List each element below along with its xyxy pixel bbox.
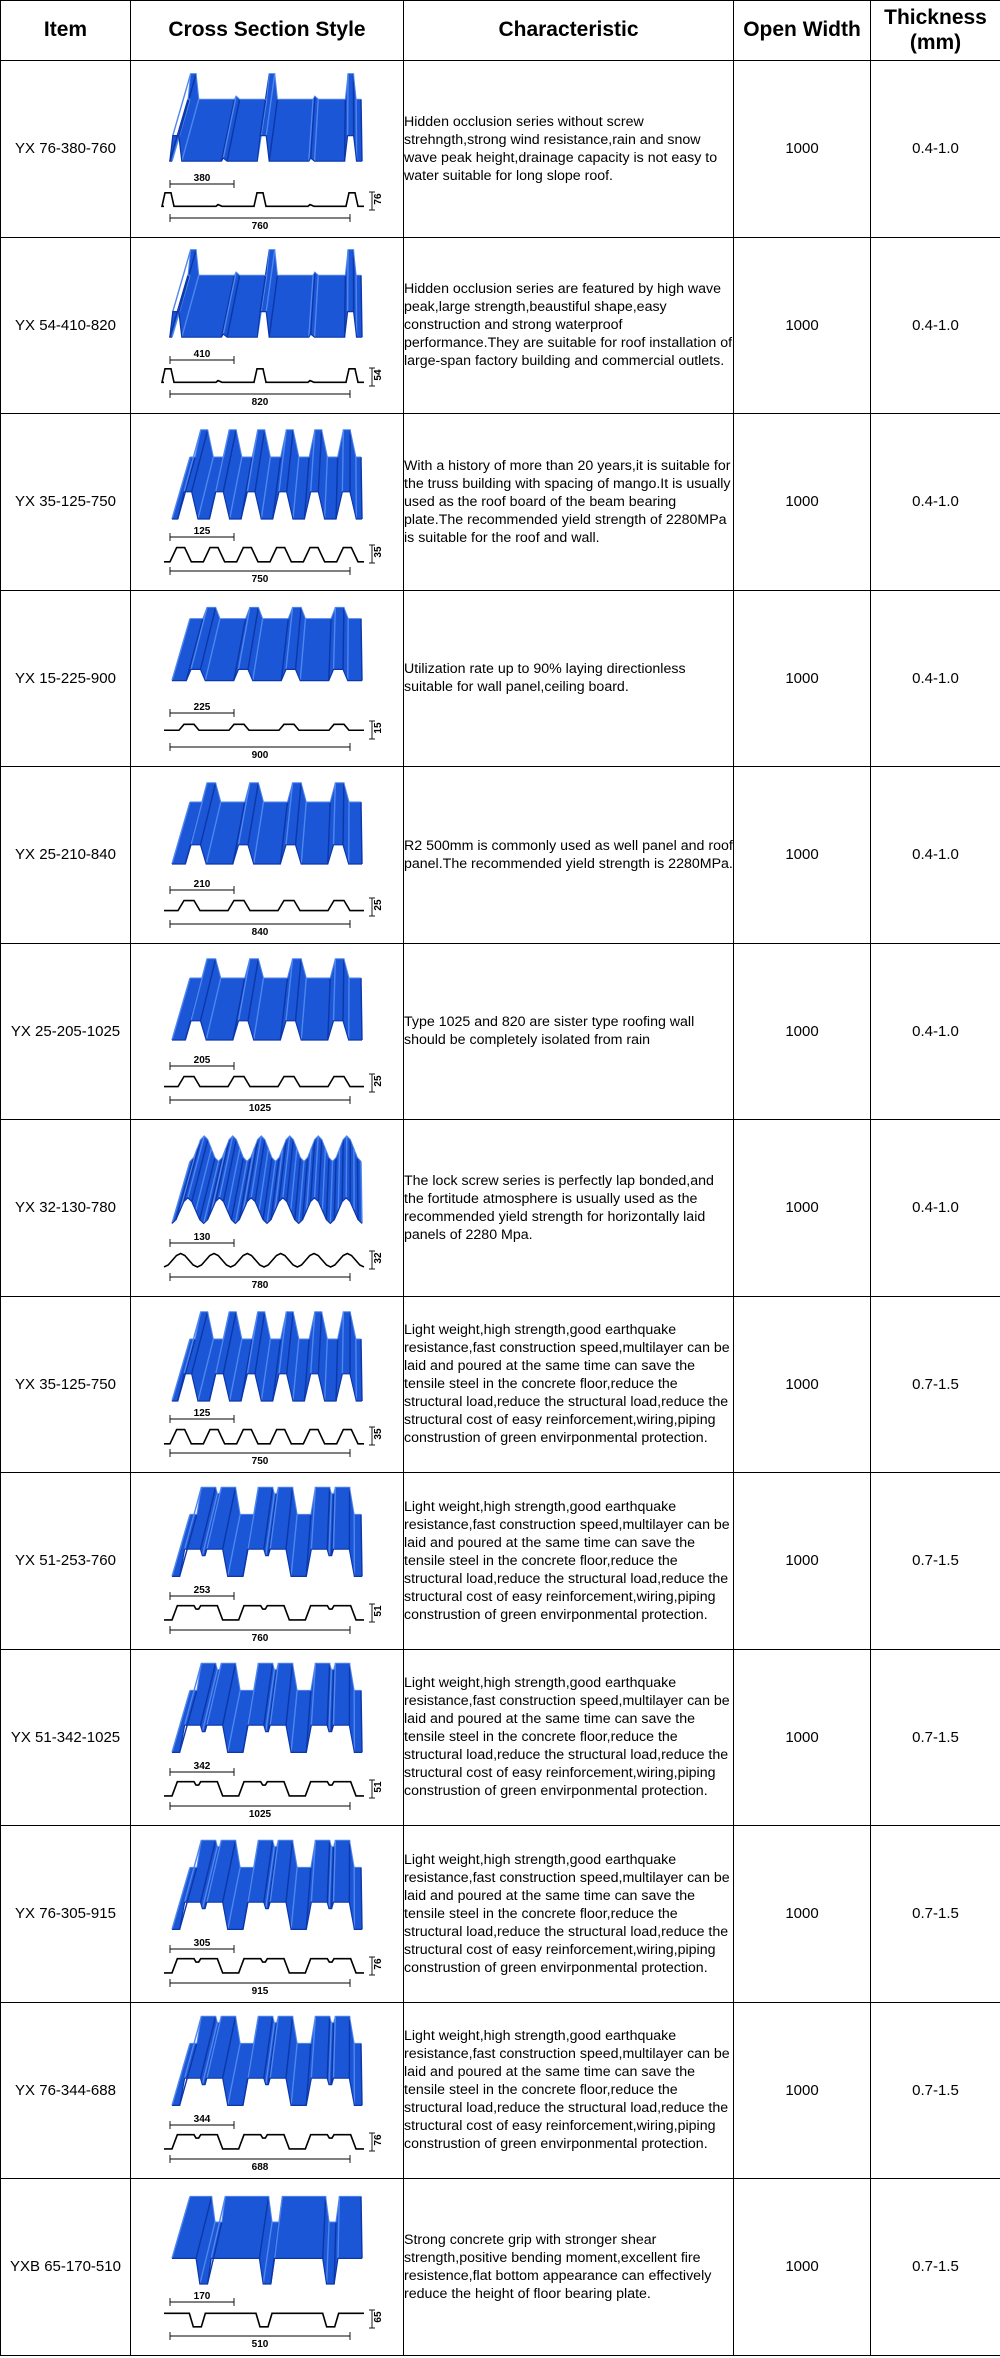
width-dimension-label: 900 [251,750,269,762]
pitch-dimension-label: 130 [193,1231,211,1243]
pitch-dimension-label: 305 [193,1937,211,1949]
characteristic-text: Hidden occlusion series are featured by high wave peak,large strength,beaustiful shape,easy construction and strong waterproof performance.They are suitable for roof installation of large-span factory building and commercial outlets. [404,237,734,414]
cross-section-drawing [142,770,392,940]
characteristic-text: With a history of more than 20 years,it is suitable for the truss building with spacing of mango.It is usually used as the roof board of the beam bearing plate.The recommended yield strength of 2280MPa is suitable for the roof and wall. [404,414,734,591]
open-width-value: 1000 [734,2002,871,2179]
thickness-value: 0.7-1.5 [871,1649,1000,1826]
open-width-value: 1000 [734,2179,871,2356]
characteristic-text: Light weight,high strength,good earthquake resistance,fast construction speed,multilayer can be laid and poured at the same time can save the tensile steel in the concrete floor,reduce the structural load,reduce the structural load,reduce the structural cost of easy reinforcement,wiring,piping construstion of green envirponmental protection. [404,1649,734,1826]
width-dimension-label: 820 [251,397,269,409]
cross-section-image [131,1649,404,1826]
panel-ridge-line [361,1514,362,1576]
item-code: YX 51-253-760 [1,1473,131,1650]
pitch-dimension-label: 125 [193,1408,211,1420]
panel-ridge-line [361,1161,362,1223]
item-code: YX 25-210-840 [1,767,131,944]
thickness-value: 0.4-1.0 [871,414,1000,591]
width-dimension-label: 915 [251,1985,269,1997]
height-dimension-label: 35 [373,546,384,558]
table-row [1,61,1000,238]
width-dimension-label: 840 [251,926,269,938]
thickness-value: 0.7-1.5 [871,2002,1000,2179]
table-row [1,943,1000,1120]
panel-ridge-line [361,1339,362,1401]
panel-ridge-line [361,2044,362,2106]
open-width-value: 1000 [734,590,871,767]
thickness-value: 0.4-1.0 [871,1120,1000,1297]
cross-section-image [131,414,404,591]
characteristic-text: Type 1025 and 820 are sister type roofing wall should be completely isolated from rain [404,943,734,1120]
open-width-value: 1000 [734,61,871,238]
header-open-width: Open Width [734,1,871,61]
panel-ridge-line [361,99,362,161]
panel-back-edge [190,430,361,457]
width-dimension-label: 1025 [248,1809,272,1821]
pitch-dimension-label: 344 [193,2114,211,2126]
table-row [1,414,1000,591]
cross-section-drawing [142,2182,392,2352]
thickness-value: 0.4-1.0 [871,590,1000,767]
panel-back-edge [190,1312,361,1339]
cross-section-image [131,2002,404,2179]
characteristic-text: Strong concrete grip with stronger shear strength,positive bending moment,excellent fire resistence,flat bottom appearance can effectively reduce the height of floor bearing plate. [404,2179,734,2356]
section-profile [162,193,364,206]
open-width-value: 1000 [734,1826,871,2003]
height-dimension-label: 76 [373,1958,384,1970]
panel-body [170,250,362,338]
characteristic-text: Light weight,high strength,good earthquake resistance,fast construction speed,multilayer can be laid and poured at the same time can save the tensile steel in the concrete floor,reduce the structural load,reduce the structural load,reduce the structural cost of easy reinforcement,wiring,piping construstion of green envirponmental protection. [404,1473,734,1650]
height-dimension-label: 32 [373,1252,384,1264]
item-code: YX 76-305-915 [1,1826,131,2003]
table-row [1,1120,1000,1297]
section-profile [164,1605,364,1619]
table-header-row [1,1,1000,61]
cross-section-image [131,237,404,414]
width-dimension-label: 1025 [248,1103,272,1115]
pitch-dimension-label: 410 [193,349,211,361]
cross-section-drawing [142,1652,392,1822]
item-code: YX 25-205-1025 [1,943,131,1120]
cross-section-drawing [142,946,392,1116]
characteristic-text: Light weight,high strength,good earthquake resistance,fast construction speed,multilayer can be laid and poured at the same time can save the tensile steel in the concrete floor,reduce the structural load,reduce the structural load,reduce the structural cost of easy reinforcement,wiring,piping construstion of green envirponmental protection. [404,1826,734,2003]
characteristic-text: R2 500mm is commonly used as well panel and roof panel.The recommended yield strength is 2280MPa. [404,767,734,944]
characteristic-text: Light weight,high strength,good earthquake resistance,fast construction speed,multilayer can be laid and poured at the same time can save the tensile steel in the concrete floor,reduce the structural load,reduce the structural load,reduce the structural cost of easy reinforcement,wiring,piping construstion of green envirponmental protection. [404,1296,734,1473]
header-cross-section: Cross Section Style [131,1,404,61]
item-code: YX 32-130-780 [1,1120,131,1297]
panel-ridge-line [343,783,344,845]
cross-section-drawing [142,2005,392,2175]
thickness-value: 0.7-1.5 [871,1296,1000,1473]
height-dimension-label: 15 [373,722,384,734]
section-profile [164,725,364,731]
thickness-value: 0.7-1.5 [871,1826,1000,2003]
table-row [1,2179,1000,2356]
section-profile [164,1253,364,1266]
cross-section-image [131,767,404,944]
cross-section-image [131,590,404,767]
table-row [1,767,1000,944]
pitch-dimension-label: 253 [193,1584,211,1596]
panel-ridge-line [361,802,362,864]
item-code: YX 54-410-820 [1,237,131,414]
height-dimension-label: 25 [373,1075,384,1087]
open-width-value: 1000 [734,414,871,591]
width-dimension-label: 510 [251,2338,269,2350]
width-dimension-label: 750 [251,1456,269,1468]
panel-ridge-line [342,430,343,492]
open-width-value: 1000 [734,1120,871,1297]
header-thickness [871,1,1000,61]
characteristic-text: Utilization rate up to 90% laying directionless suitable for wall panel,ceiling board. [404,590,734,767]
cross-section-image [131,1120,404,1297]
table-row [1,590,1000,767]
cross-section-image [131,1296,404,1473]
cross-section-image [131,1473,404,1650]
section-profile [162,369,364,382]
thickness-value: 0.4-1.0 [871,943,1000,1120]
cross-section-image [131,943,404,1120]
height-dimension-label: 35 [373,1428,384,1440]
section-profile [164,2135,364,2149]
height-dimension-label: 76 [373,193,384,205]
table-row [1,2002,1000,2179]
header-thickness-label: Thickness (mm) [884,6,987,54]
panel-ridge-line [361,457,362,519]
panel-ridge-line [343,959,344,1021]
thickness-value: 0.7-1.5 [871,1473,1000,1650]
panel-ridge-line [357,1157,358,1219]
panel-ridge-line [342,1139,343,1201]
cross-section-drawing [142,64,392,234]
panel-ridge-line [361,1691,362,1753]
height-dimension-label: 54 [373,369,384,381]
width-dimension-label: 750 [251,573,269,585]
characteristic-text: The lock screw series is perfectly lap bonded,and the fortitude atmosphere is usually used as the recommended yield strength for horizontally laid panels of 2280 Mpa. [404,1120,734,1297]
section-profile [164,1077,364,1087]
thickness-value: 0.4-1.0 [871,61,1000,238]
pitch-dimension-label: 125 [193,525,211,537]
pitch-dimension-label: 380 [193,172,211,184]
panel-ridge-line [346,1136,347,1198]
cross-section-drawing [142,240,392,410]
section-profile [164,547,364,561]
section-profile [164,900,364,910]
panel-ridge-line [361,619,362,681]
characteristic-text: Light weight,high strength,good earthquake resistance,fast construction speed,multilayer can be laid and poured at the same time can save the tensile steel in the concrete floor,reduce the structural load,reduce the structural load,reduce the structural cost of easy reinforcement,wiring,piping construstion of green envirponmental protection. [404,2002,734,2179]
panel-body [170,73,362,161]
panel-back-edge [190,1136,361,1162]
open-width-value: 1000 [734,1649,871,1826]
panel-ridge-line [361,275,362,337]
cross-section-drawing [142,1829,392,1999]
cross-section-drawing [142,1299,392,1469]
height-dimension-label: 65 [373,2311,384,2323]
thickness-value: 0.4-1.0 [871,237,1000,414]
item-code: YX 51-342-1025 [1,1649,131,1826]
width-dimension-label: 760 [251,220,269,232]
table-row [1,1473,1000,1650]
section-profile [164,2313,364,2326]
section-profile [164,1958,364,1972]
open-width-value: 1000 [734,943,871,1120]
width-dimension-label: 688 [251,2162,269,2174]
pitch-dimension-label: 210 [193,878,211,890]
height-dimension-label: 25 [373,899,384,911]
header-characteristic: Characteristic [404,1,734,61]
item-code: YXB 65-170-510 [1,2179,131,2356]
table-row [1,1826,1000,2003]
panel-back-edge [190,2196,361,2222]
panel-ridge-line [361,1867,362,1929]
height-dimension-label: 51 [373,1781,384,1793]
cross-section-image [131,61,404,238]
thickness-value: 0.7-1.5 [871,2179,1000,2356]
section-profile [164,1430,364,1444]
open-width-value: 1000 [734,767,871,944]
table-row [1,237,1000,414]
pitch-dimension-label: 170 [193,2290,211,2302]
item-code: YX 76-344-688 [1,2002,131,2179]
panel-ridge-line [361,2196,362,2258]
table-row [1,1649,1000,1826]
cross-section-drawing [142,417,392,587]
item-code: YX 76-380-760 [1,61,131,238]
table-row [1,1296,1000,1473]
cross-section-drawing [142,593,392,763]
panel-ridge-line [342,1312,343,1374]
open-width-value: 1000 [734,237,871,414]
open-width-value: 1000 [734,1296,871,1473]
pitch-dimension-label: 205 [193,1055,211,1067]
height-dimension-label: 51 [373,1605,384,1617]
thickness-value: 0.4-1.0 [871,767,1000,944]
pitch-dimension-label: 342 [193,1761,211,1773]
cross-section-drawing [142,1123,392,1293]
header-item: Item [1,1,131,61]
width-dimension-label: 760 [251,1632,269,1644]
characteristic-text: Hidden occlusion series without screw strehngth,strong wind resistance,rain and snow wave peak height,drainage capacity is not easy to water suitable for long slope roof. [404,61,734,238]
pitch-dimension-label: 225 [193,702,211,714]
open-width-value: 1000 [734,1473,871,1650]
cross-section-drawing [142,1476,392,1646]
height-dimension-label: 76 [373,2134,384,2146]
panel-ridge-line [343,608,344,670]
width-dimension-label: 780 [251,1279,269,1291]
panel-ridge-line [361,978,362,1040]
item-code: YX 35-125-750 [1,414,131,591]
section-profile [164,1782,364,1796]
item-code: YX 15-225-900 [1,590,131,767]
table-body [1,61,1000,2356]
cross-section-image [131,2179,404,2356]
item-code: YX 35-125-750 [1,1296,131,1473]
cross-section-image [131,1826,404,2003]
